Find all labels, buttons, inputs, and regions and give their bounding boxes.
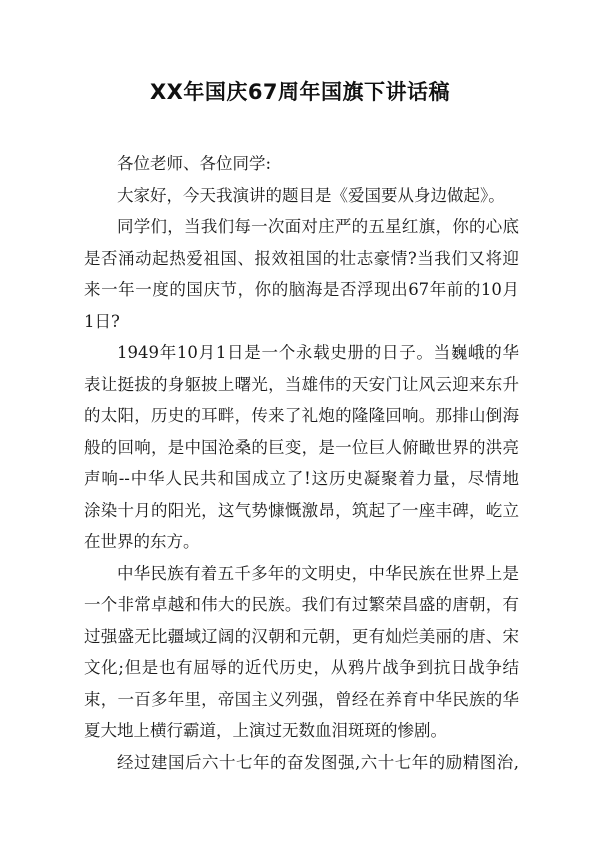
text-line: 声响--中华人民共和国成立了!这历史凝聚着力量，尽情地: [84, 469, 519, 488]
text-line: 中华民族有着五千多年的文明史，中华民族在世界上是: [117, 563, 519, 583]
document-body: [84, 148, 519, 778]
text-line: 经过建国后六十七年的奋发图强,六十七年的励精图治,: [117, 752, 519, 772]
text-line: 大家好，今天我演讲的题目是《爱国要从身边做起》。: [117, 185, 505, 205]
text-line: 束，一百多年里，帝国主义列强，曾经在养育中华民族的华: [84, 689, 519, 709]
text-line: 涂染十月的阳光，这气势慷慨激昂，筑起了一座丰碑，屹立: [84, 500, 519, 520]
text-line: 的太阳，历史的耳畔，传来了礼炮的隆隆回响。那排山倒海: [84, 406, 519, 425]
text-line: 表让挺拔的身躯披上曙光，当雄伟的天安门让风云迎来东升: [84, 374, 519, 394]
text-line: 同学们，当我们每一次面对庄严的五星红旗，你的心底: [117, 217, 519, 236]
document-title: XX年国庆67周年国旗下讲话稿: [149, 80, 451, 104]
paragraph-intro: [84, 180, 519, 212]
text-line: 各位老师、各位同学:: [117, 154, 272, 173]
text-line: 过强盛无比疆域辽阔的汉朝和元朝，更有灿烂美丽的唐、宋: [84, 626, 519, 646]
text-line: 来一年一度的国庆节，你的脑海是否浮现出67年前的10月: [84, 280, 519, 299]
text-line: 文化;但是也有屈辱的近代历史，从鸦片战争到抗日战争结: [84, 658, 519, 677]
text-line: 1日?: [84, 311, 120, 331]
text-line: 在世界的东方。: [84, 532, 200, 551]
text-line: 一个非常卓越和伟大的民族。我们有过繁荣昌盛的唐朝，有: [84, 595, 519, 614]
paragraph-greeting: [84, 148, 519, 180]
paragraph-flag: [84, 211, 519, 337]
paragraph-development: [84, 747, 519, 779]
text-line: 1949年10月1日是一个永载史册的日子。当巍峨的华: [117, 343, 519, 362]
text-line: 般的回响，是中国沧桑的巨变，是一位巨人俯瞰世界的洪亮: [84, 437, 519, 457]
text-line: 夏大地上横行霸道，上演过无数血泪斑斑的惨剧。: [84, 721, 447, 740]
paragraph-1949: [84, 337, 519, 558]
paragraph-history: [84, 558, 519, 747]
text-line: 是否涌动起热爱祖国、报效祖国的壮志豪情?当我们又将迎: [84, 248, 519, 268]
